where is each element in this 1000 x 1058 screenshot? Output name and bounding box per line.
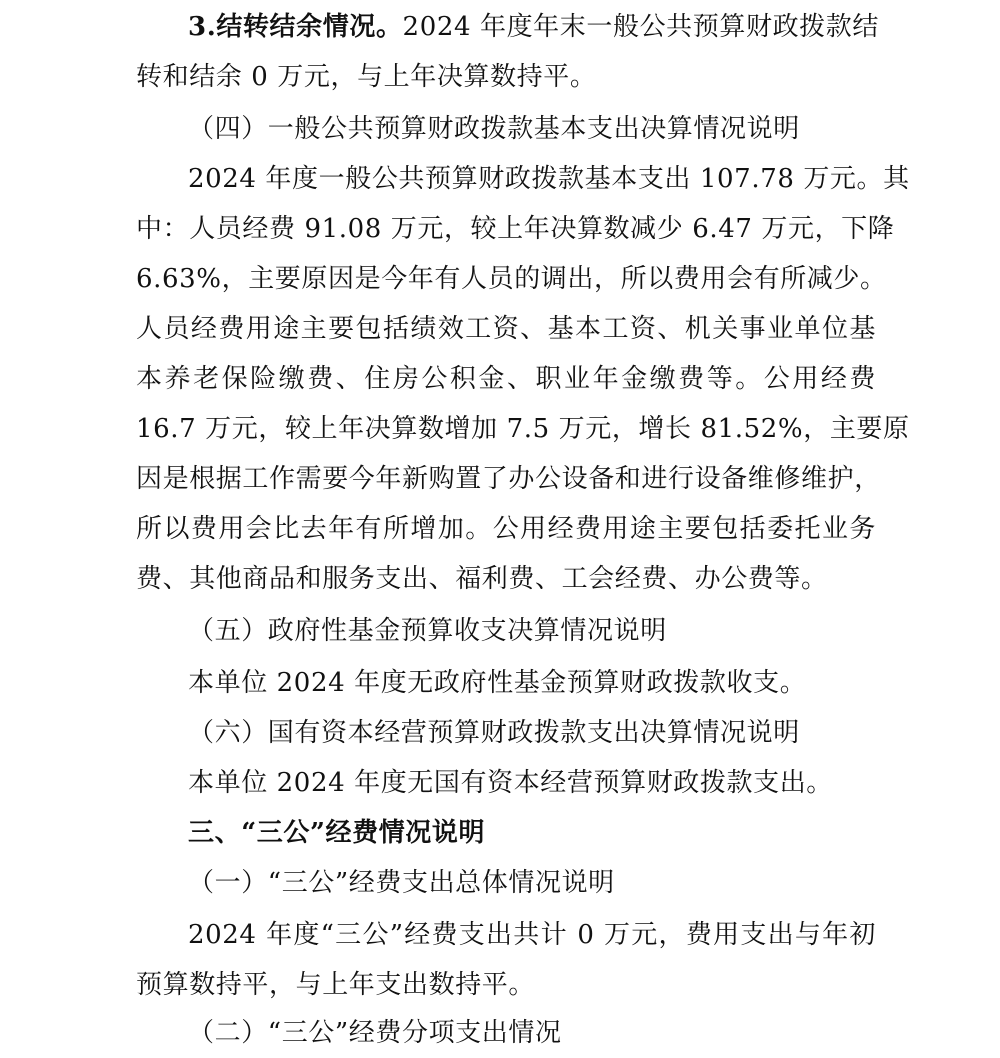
- section4-line-2: 中：人员经费 91.08 万元，较上年决算数减少 6.47 万元，下降: [136, 214, 895, 244]
- part3-heading: 三、“三公”经费情况说明: [188, 818, 486, 848]
- part3-sub2-heading: （二）“三公”经费分项支出情况: [188, 1018, 562, 1048]
- section4-line-6: 16.7 万元，较上年决算数增加 7.5 万元，增长 81.52%，主要原: [136, 414, 910, 444]
- section4-line-3: 6.63%，主要原因是今年有人员的调出，所以费用会有所减少。: [136, 264, 887, 294]
- section4-line-7: 因是根据工作需要今年新购置了办公设备和进行设备维修维护，: [136, 464, 881, 494]
- section4-heading: （四）一般公共预算财政拨款基本支出决算情况说明: [188, 114, 800, 144]
- section4-line-5: 本养老保险缴费、住房公积金、职业年金缴费等。公用经费: [136, 364, 876, 394]
- part3-sub1-line-1: 2024 年度“三公”经费支出共计 0 万元，费用支出与年初: [188, 920, 876, 950]
- section4-line-1: 2024 年度一般公共预算财政拨款基本支出 107.78 万元。其: [188, 164, 910, 194]
- section3-line-1: [188, 2, 879, 52]
- section3-line-2: 转和结余 0 万元，与上年决算数持平。: [136, 62, 597, 92]
- section4-line-9: 费、其他商品和服务支出、福利费、工会经费、办公费等。: [136, 564, 828, 594]
- section4-line-8: 所以费用会比去年有所增加。公用经费用途主要包括委托业务: [136, 514, 876, 544]
- part3-sub1-line-2: 预算数持平，与上年支出数持平。: [136, 970, 536, 1000]
- section5-text: 本单位 2024 年度无政府性基金预算财政拨款收支。: [188, 668, 807, 698]
- section3-heading: 3.结转结余情况。: [188, 12, 403, 42]
- section6-heading: （六）国有资本经营预算财政拨款支出决算情况说明: [188, 718, 800, 748]
- section4-line-4: 人员经费用途主要包括绩效工资、基本工资、机关事业单位基: [136, 314, 876, 344]
- part3-sub1-heading: （一）“三公”经费支出总体情况说明: [188, 868, 615, 898]
- section6-text: 本单位 2024 年度无国有资本经营预算财政拨款支出。: [188, 768, 833, 798]
- section5-heading: （五）政府性基金预算收支决算情况说明: [188, 616, 667, 646]
- section3-text-1: 2024 年度年末一般公共预算财政拨款结: [402, 12, 879, 42]
